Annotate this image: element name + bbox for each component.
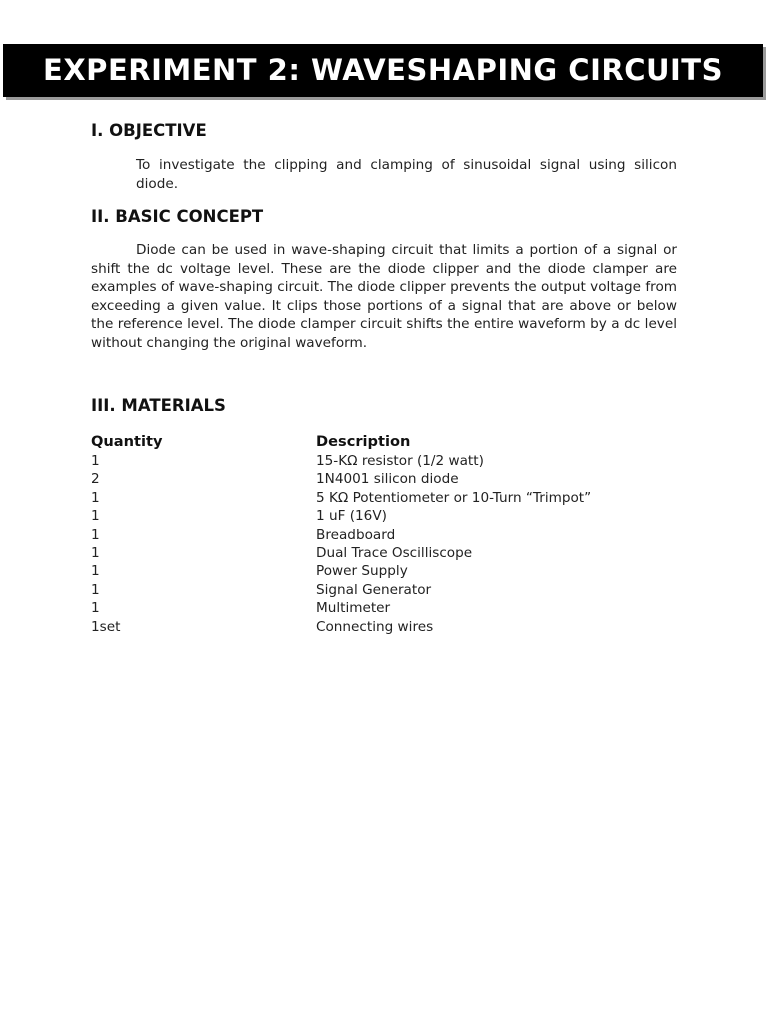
quantity-cell: 1 [91, 526, 100, 543]
table-row [91, 544, 677, 562]
description-cell: 1N4001 silicon diode [316, 471, 459, 488]
materials-heading: III. MATERIALS [91, 396, 226, 415]
description-cell: 15-KΩ resistor (1/2 watt) [316, 453, 484, 469]
objective-text: To investigate the clipping and clamping of sinusoidal signal using silicon diode. [136, 157, 677, 192]
description-cell: Multimeter [316, 600, 391, 617]
description-cell: Connecting wires [316, 618, 434, 635]
description-cell: 5 KΩ Potentiometer or 10-Turn “Trimpot” [316, 489, 592, 506]
quantity-cell: 2 [91, 471, 100, 488]
quantity-cell: 1 [91, 600, 100, 617]
table-row [91, 581, 677, 599]
quantity-cell: 1 [91, 489, 100, 506]
quantity-column-header: Quantity [91, 433, 163, 450]
description-column-header: Description [316, 433, 411, 450]
quantity-cell: 1 [91, 453, 100, 469]
materials-table [91, 432, 677, 636]
table-row [91, 599, 677, 617]
quantity-cell: 1set [91, 618, 121, 635]
description-cell: Breadboard [316, 526, 396, 543]
quantity-cell: 1 [91, 508, 100, 525]
description-cell: Power Supply [316, 563, 408, 580]
description-cell: 1 uF (16V) [316, 508, 387, 525]
table-row [91, 452, 677, 470]
table-row [91, 489, 677, 507]
quantity-cell: 1 [91, 544, 100, 561]
table-row [91, 618, 677, 636]
title-banner [3, 44, 763, 97]
description-cell: Dual Trace Oscilliscope [316, 544, 473, 561]
basic-concept-heading: II. BASIC CONCEPT [91, 207, 264, 226]
quantity-cell: 1 [91, 581, 100, 598]
table-row [91, 470, 677, 488]
table-row [91, 526, 677, 544]
objective-heading: I. OBJECTIVE [91, 121, 207, 140]
description-cell: Signal Generator [316, 581, 432, 598]
basic-concept-text: Diode can be used in wave-shaping circuit that limits a portion of a signal or shift the dc voltage level. These are the diode clipper and the diode clamper are examples of wave-shaping circuit. The diode clipper prevents the output voltage from exceeding a given value. It clips those portions of a signal that are above or below the reference level. The diode clamper circuit shifts the entire waveform by a dc level without changing the original waveform. [91, 242, 677, 351]
page-title: EXPERIMENT 2: WAVESHAPING CIRCUITS [43, 53, 723, 87]
table-row [91, 562, 677, 580]
quantity-cell: 1 [91, 563, 100, 580]
table-row [91, 507, 677, 525]
materials-header-row [91, 432, 677, 452]
